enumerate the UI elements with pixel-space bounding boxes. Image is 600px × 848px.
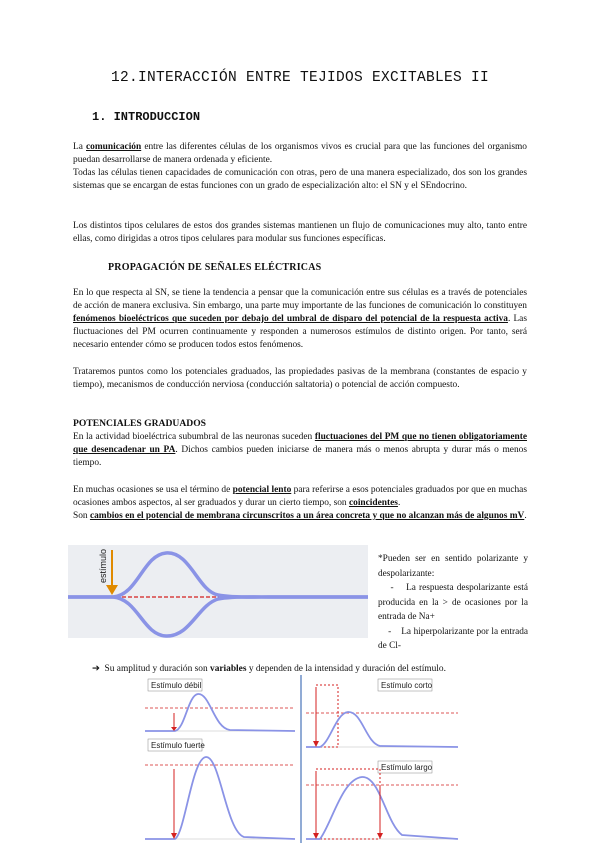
subsection-heading-propagacion: PROPAGACIÓN DE SEÑALES ELÉCTRICAS (108, 262, 322, 273)
panel-label: Estímulo largo (381, 763, 433, 772)
arrow-bullet-icon: ➔ (92, 664, 105, 674)
text-run-bold: variables (210, 664, 247, 674)
panel-short-stimulus (306, 679, 458, 747)
response-curve (145, 694, 295, 731)
paragraph-actividad-bioelectrica (73, 431, 527, 470)
heading-potenciales-graduados: POTENCIALES GRADUADOS (73, 418, 207, 429)
text-run-bold-underline: cambios en el potencial de membrana circunscritos a un área concreta y que no alcanzan más de algunos mV (89, 511, 525, 521)
paragraph-comunicacion (73, 141, 527, 193)
text-run: . (397, 498, 401, 508)
text-run-bold-underline: comunicación (86, 142, 142, 152)
note-item-text: La hiperpolarizante por la entrada de Cl- (378, 626, 528, 651)
note-item: - La respuesta despolarizante está producida en la > de ocasiones por la entrada de Na+ (378, 583, 528, 622)
stimulus-duration-box (316, 685, 338, 747)
panel-label: Estímulo débil (151, 681, 202, 690)
note-intro: *Pueden ser en sentido polarizante y despolarizante: (378, 554, 528, 579)
stimulus-arrowhead (313, 741, 319, 747)
panel-strong-stimulus (145, 739, 295, 839)
text-run: En lo que respecta al SN, se tiene la tendencia a pensar que la comunicación entre sus células es a través de potenciales de acción de manera exclusiva. Sin embargo, una parte muy importante de las funciones de comunicación lo constituyen (73, 288, 527, 311)
stimulus-label: estímulo (98, 548, 108, 583)
note-item-text: La respuesta despolarizante está producida en la > de ocasiones por la entrada de Na+ (378, 583, 528, 622)
panel-label: Estímulo fuerte (151, 741, 205, 750)
stimulus-comparison-figure (140, 673, 462, 845)
panel-label: Estímulo corto (381, 681, 433, 690)
note-item: - La hiperpolarizante por la entrada de Cl- (378, 626, 528, 651)
paragraph-sn (73, 287, 527, 352)
text-run: y dependen de la intensidad y duración del estímulo. (246, 664, 446, 674)
text-run-bold-underline: fenómenos bioeléctricos que suceden por debajo del umbral de disparo del potencial de la respuesta activa (73, 314, 508, 324)
stimulus-end-arrowhead (377, 833, 383, 839)
text-run-bold-underline: coincidentes (348, 498, 398, 508)
text-run: entre las diferentes células de los organismos vivos es crucial para que las funciones del organismo puedan desarrollarse de manera ordenada y eficiente. (73, 142, 527, 165)
text-run: para referirse a esos potenciales graduados por que en muchas ocasiones ambos aspectos, al ser graduados y durar un cierto tiempo, son (73, 485, 527, 508)
text-run: . Dichos cambios pueden iniciarse de manera más o menos abrupta y durar más o menos tiempo. (73, 445, 527, 468)
panel-weak-stimulus (145, 679, 295, 731)
polarization-note (378, 552, 528, 654)
response-curve (306, 712, 458, 747)
text-run: En la actividad bioeléctrica subumbral de las neuronas suceden (73, 432, 315, 442)
text-run: En muchas ocasiones se usa el término de (73, 485, 233, 495)
paragraph-trataremos: Trataremos puntos como los potenciales graduados, las propiedades pasivas de la membrana (constantes de espacio y tiempo), mecanismos de conducción nerviosa (conducción saltatoria) o potencial de acción compuesto. (73, 367, 527, 390)
text-run: La (73, 142, 86, 152)
text-run-bold-underline: potencial lento (232, 485, 292, 495)
response-curve (306, 777, 458, 839)
paragraph-potencial-lento (73, 484, 527, 523)
graded-potential-figure (68, 545, 368, 638)
text-run: Son (73, 511, 90, 521)
response-curve (145, 757, 295, 839)
text-run-bold-underline: fluctuaciones del PM que no tienen obligatoriamente que desencadenar un PA (73, 432, 528, 455)
stimulus-arrowhead (313, 833, 319, 839)
panel-long-stimulus (306, 761, 458, 839)
text-run: . Las fluctuaciones del PM ocurren continuamente y responden a numerosos estímulos de distinto origen. Por tanto, será necesario entender cómo se producen todos estos fenómenos. (73, 314, 527, 350)
section-heading-introduccion: 1. INTRODUCCION (92, 110, 201, 124)
text-run: Todas las células tienen capacidades de comunicación con otras, pero de una manera especializado, dos son los grandes sistemas que se encargan de estas funciones con un grado de especialización alto: el SN y el SEndocrino. (73, 168, 527, 191)
paragraph-tipos-celulares: Los distintos tipos celulares de estos dos grandes sistemas mantienen un flujo de comunicaciones muy alto, tanto entre ellas, como dirigidas a otros tipos celulares para modular sus funciones específicas. (73, 221, 527, 244)
text-run: Su amplitud y duración son (104, 664, 211, 674)
page-title: 12.INTERACCIÓN ENTRE TEJIDOS EXCITABLES II (110, 70, 490, 86)
text-run: . (524, 511, 527, 521)
